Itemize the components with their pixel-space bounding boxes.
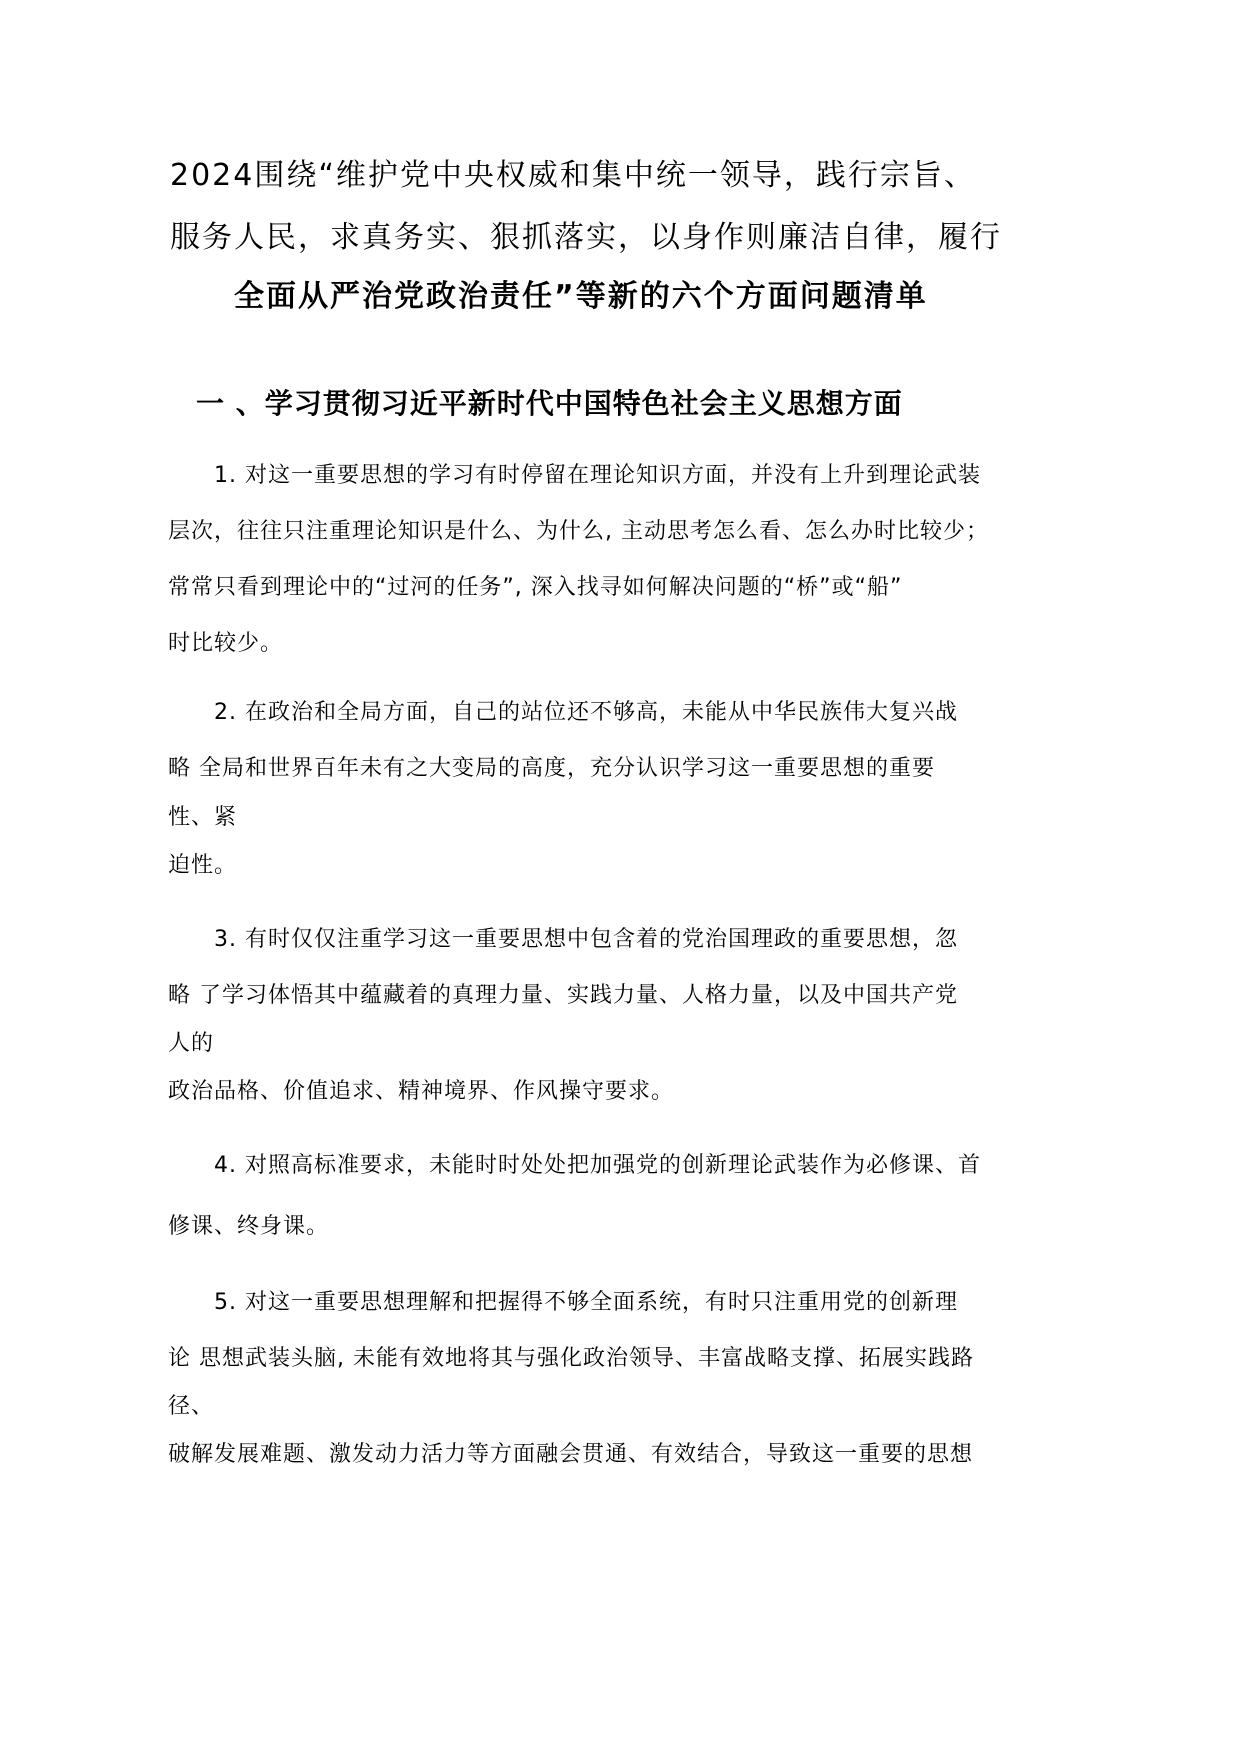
item-3-line-1: 3. 有时仅仅注重学习这一重要思想中包含着的党治国理政的重要思想，忽: [214, 927, 958, 952]
item-1-line-1: 1. 对这一重要思想的学习有时停留在理论知识方面，并没有上升到理论武装: [214, 463, 981, 488]
item-5-line-1: 5. 对这一重要思想理解和把握得不够全面系统，有时只注重用党的创新理: [214, 1290, 958, 1315]
item-3-line-2: 略 了学习体悟其中蕴藏着的真理力量、实践力量、人格力量，以及中国共产党: [168, 983, 958, 1008]
item-1-line-2: 层次，往往只注重理论知识是什么、为什么, 主动思考怎么看、怎么办时比较少；: [168, 519, 989, 544]
item-5-line-2: 论 思想武装头脑, 未能有效地将其与强化政治领导、丰富战略支撑、拓展实践路: [168, 1346, 974, 1371]
item-2-line-1: 2. 在政治和全局方面，自己的站位还不够高，未能从中华民族伟大复兴战: [214, 700, 958, 725]
item-2-line-2: 略 全局和世界百年未有之大变局的高度，充分认识学习这一重要思想的重要: [168, 756, 935, 781]
item-4-line-2: 修课、终身课。: [168, 1214, 330, 1239]
item-2-line-3: 性、紧: [168, 805, 238, 830]
item-1-line-4: 时比较少。: [168, 631, 284, 656]
document-title-line-2: 服务人民，求真务实、狠抓落实，以身作则廉洁自律，履行: [170, 220, 1002, 255]
item-1-line-3: 常常只看到理论中的“过河的任务”, 深入找寻如何解决问题的“桥”或“船”: [168, 575, 903, 600]
document-title-line-1: 2024围绕“维护党中央权威和集中统一领导，践行宗旨、: [170, 158, 976, 193]
item-4-line-1: 4. 对照高标准要求，未能时时处处把加强党的创新理论武装作为必修课、首: [214, 1153, 981, 1178]
item-3-line-3: 人的: [168, 1031, 215, 1056]
document-title-line-3: 全面从严治党政治责任”等新的六个方面问题清单: [234, 279, 928, 314]
item-2-line-4: 迫性。: [168, 853, 238, 878]
item-3-line-4: 政治品格、价值追求、精神境界、作风操守要求。: [168, 1079, 675, 1104]
item-5-line-4: 破解发展难题、激发动力活力等方面融会贯通、有效结合，导致这一重要的思想: [168, 1442, 974, 1467]
item-5-line-3: 径、: [168, 1394, 215, 1419]
section-heading: 一 、学习贯彻习近平新时代中国特色社会主义思想方面: [196, 387, 903, 420]
